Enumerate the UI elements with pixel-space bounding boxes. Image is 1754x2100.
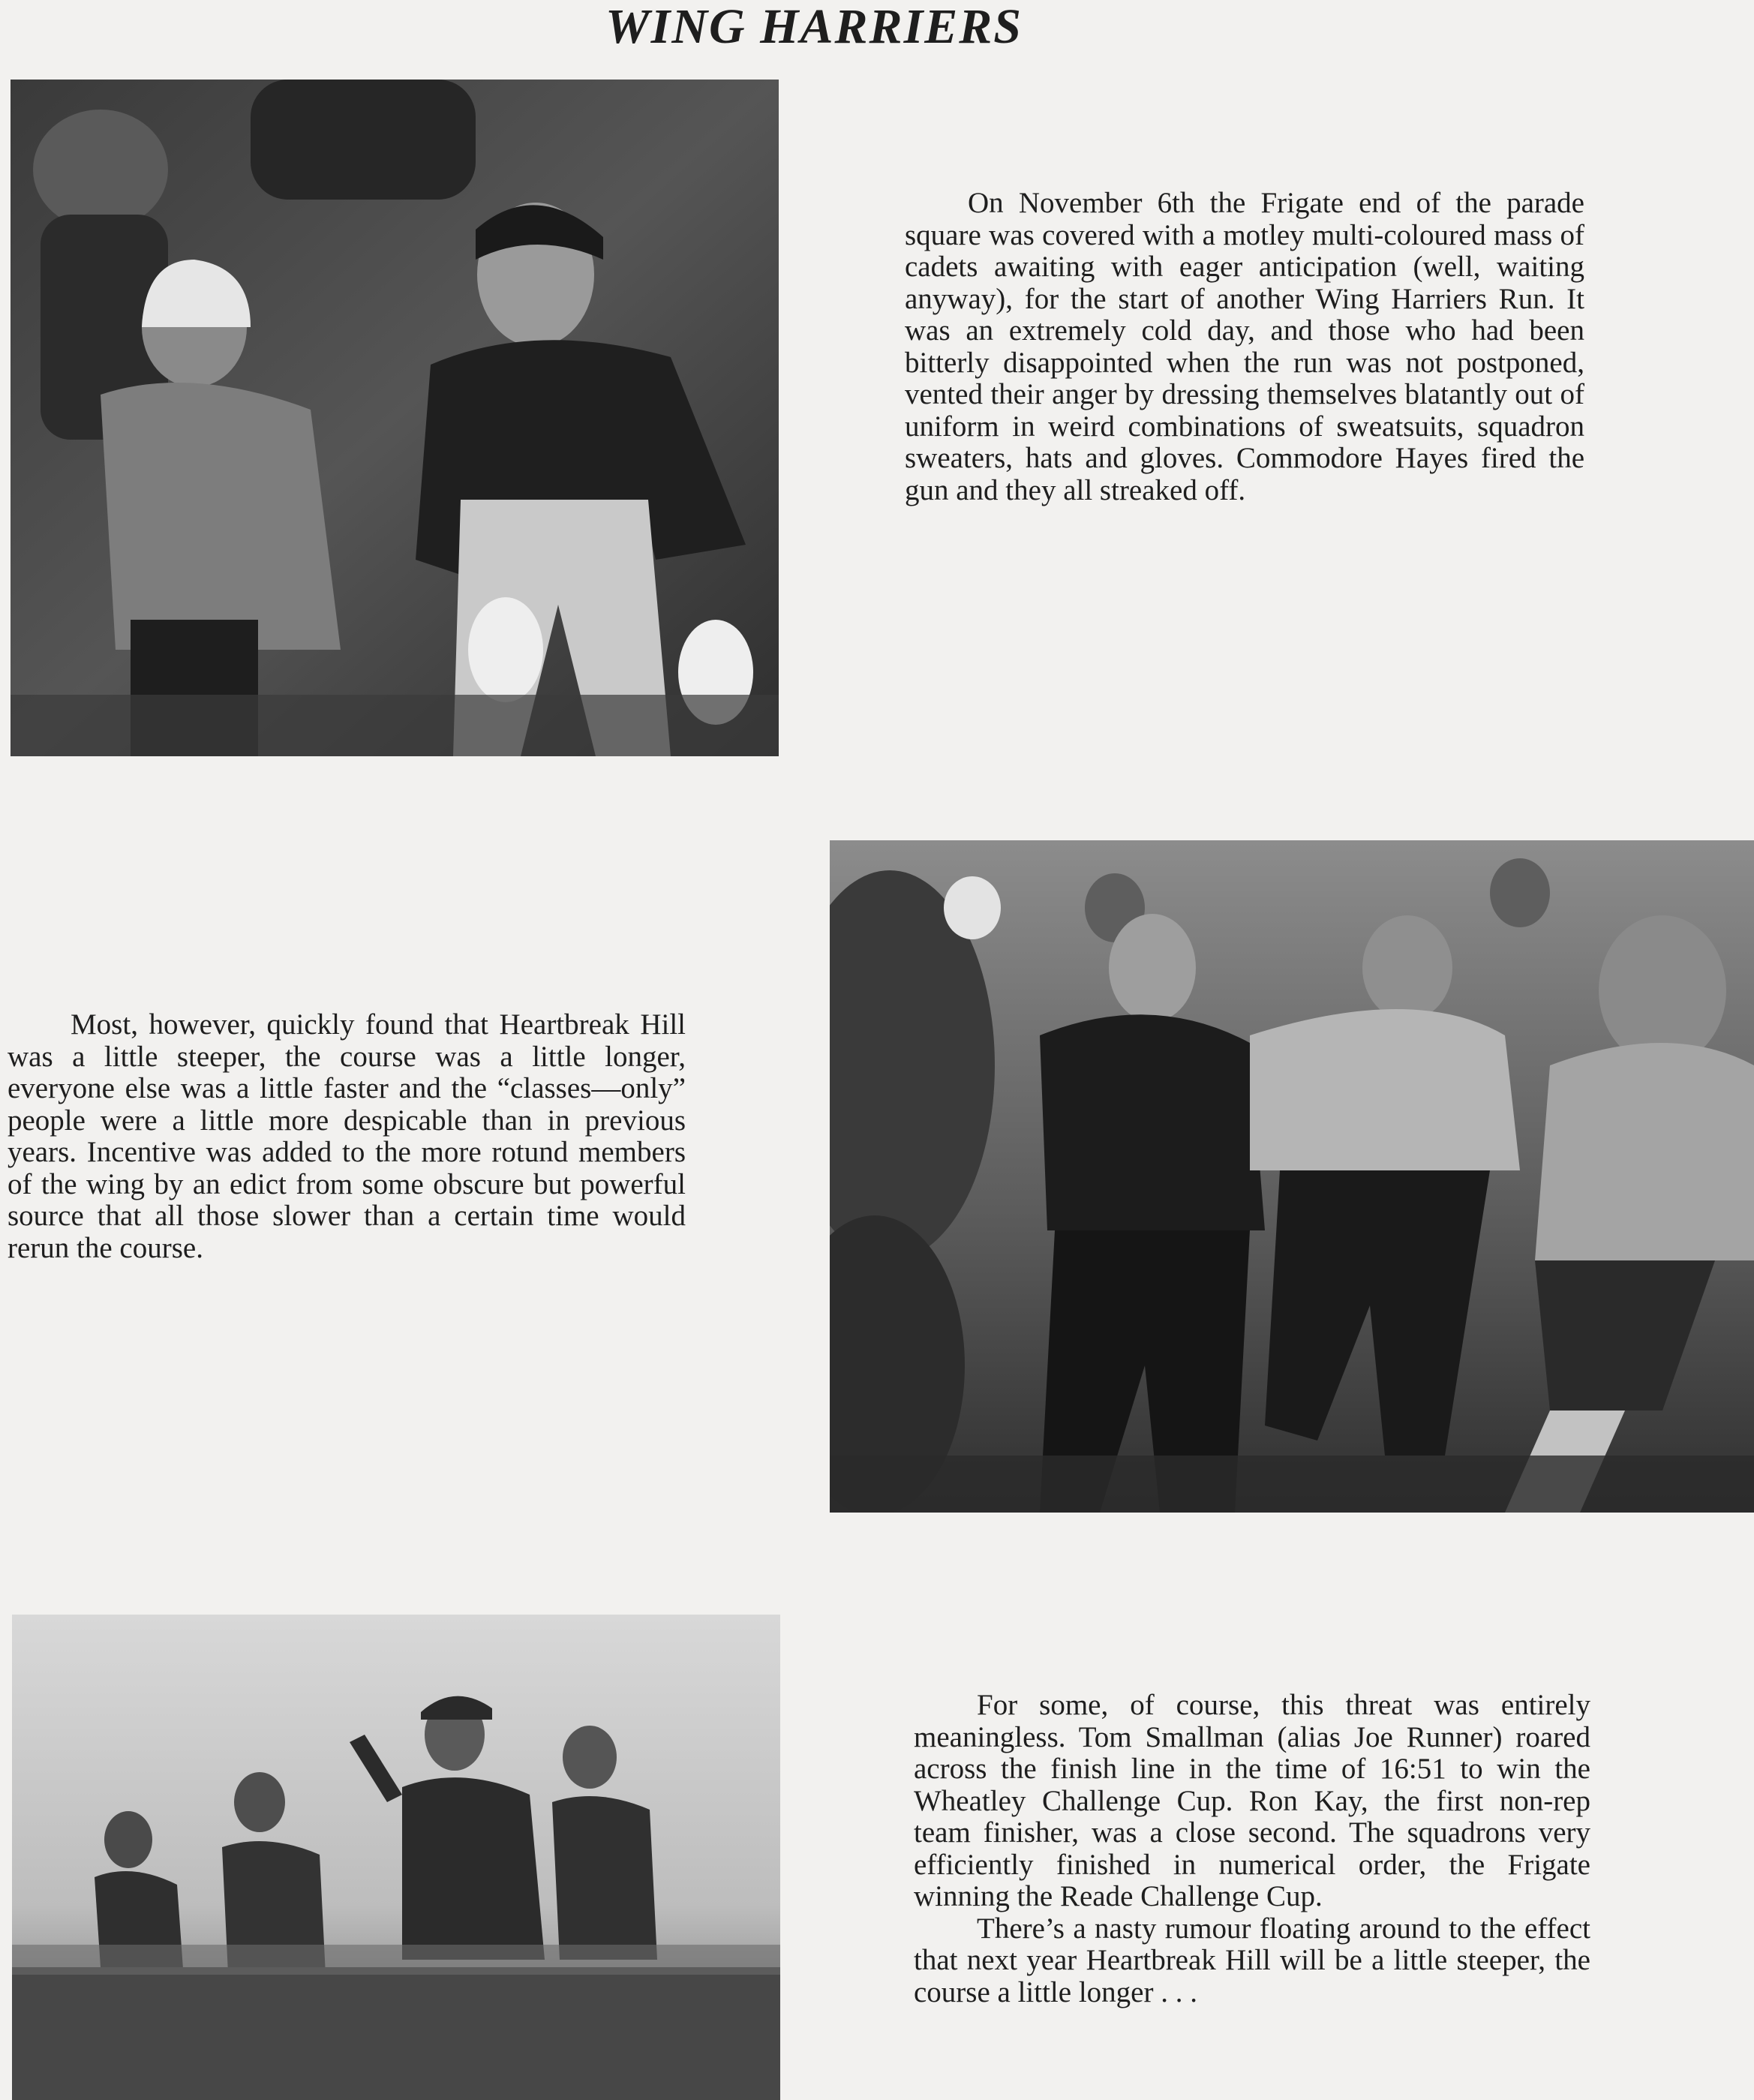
photo-runners-start	[11, 80, 779, 756]
paragraph-1-text: On November 6th the Frigate end of the parade square was covered with a motley multi-coloured mass of cadets awaiting with eager anticipation (well, waiting anyway), for the start of another Wing Harriers Run. It was an extremely cold day, and those who had been bitterly disappointed when the run was not postponed, vented their anger by dressing themselves blatantly out of uniform in weird combinations of sweatsuits, squadron sweaters, hats and gloves. Commodore Hayes fired the gun and they all streaked off.	[905, 187, 1584, 506]
article-paragraph-2	[8, 1009, 686, 1264]
paragraph-2-text: Most, however, quickly found that Heartbreak Hill was a little steeper, the course was a little longer, everyone else was a little faster and the “classes—only” people were a little more despicable than in previous years. Incentive was added to the more rotund members of the wing by an edict from some obscure but powerful source that all those slower than a certain time would rerun the course.	[8, 1008, 686, 1264]
paragraph-3-text: For some, of course, this threat was entirely meaningless. Tom Smallman (alias Joe Runner) roared across the finish line in the time of 16:51 to win the Wheatley Challenge Cup. Ron Kay, the first non-rep team finisher, was a close second. The squadrons very efficiently finished in numerical order, the Frigate winning the Reade Challenge Cup.	[914, 1689, 1590, 1912]
photo-runners-silhouette	[12, 1615, 780, 2100]
page-title: WING HARRIERS	[605, 0, 1023, 54]
photo-runners-hill	[830, 840, 1754, 1513]
paragraph-4-text: There’s a nasty rumour floating around to the effect that next year Heartbreak Hill will be a little steeper, the course a little longer . . .	[914, 1912, 1590, 2008]
article-paragraph-1	[905, 188, 1584, 506]
article-paragraph-3-4	[914, 1690, 1590, 2008]
